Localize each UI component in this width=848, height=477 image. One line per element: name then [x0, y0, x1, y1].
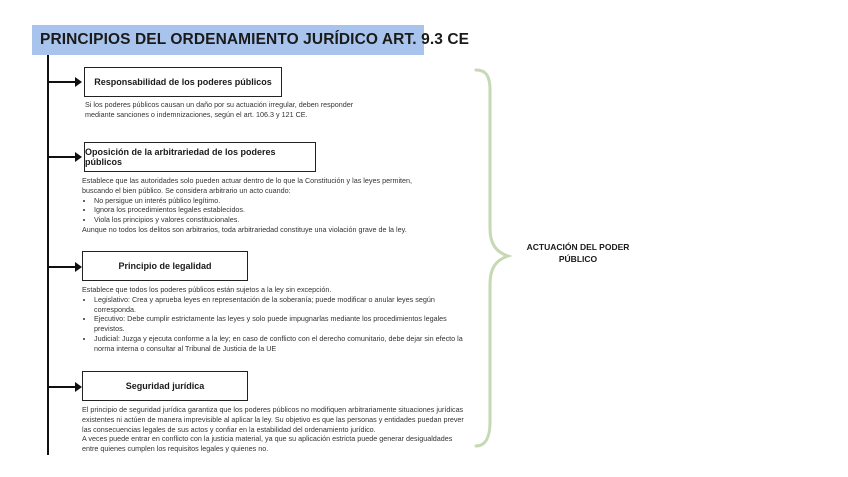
heading-arbitrariedad: Oposición de la arbitrariedad de los poderes públicos — [84, 142, 316, 172]
heading-legalidad: Principio de legalidad — [82, 251, 248, 281]
connector-arrow-4 — [49, 386, 76, 388]
list-item: • Ignora los procedimientos legales establecidos. — [94, 205, 427, 215]
text-responsabilidad — [85, 100, 375, 120]
paragraph: Si los poderes públicos causan un daño por su actuación irregular, deben responder mediante sanciones o indemnizaciones, según el art. 106.3 y 121 CE. — [85, 100, 354, 119]
tree-trunk-line — [47, 55, 49, 455]
paragraph: Establece que las autoridades solo pueden actuar dentro de lo que la Constitución y las leyes permiten, buscando el bien público. Se considera arbitrario un acto cuando: — [82, 176, 413, 195]
connector-arrow-2 — [49, 156, 76, 158]
list-item: • No persigue un interés público legítimo. — [94, 196, 427, 206]
page-title: PRINCIPIOS DEL ORDENAMIENTO JURÍDICO ART. 9.3 CE — [32, 25, 424, 55]
text-arbitrariedad — [82, 176, 427, 235]
list-item: • Legislativo: Crea y aprueba leyes en representación de la soberanía; puede modificar o anular leyes según corresponda. — [94, 295, 467, 315]
connector-arrow-1 — [49, 81, 76, 83]
list-item: • Judicial: Juzga y ejecuta conforme a la ley; en caso de conflicto con el derecho comunitario, debe dejar sin efecto la norma interna o consultar al Tribunal de Justicia de la UE — [94, 334, 467, 354]
list-item: • Ejecutivo: Debe cumplir estrictamente las leyes y solo puede impugnarlas mediante los procedimientos legales previstos. — [94, 314, 467, 334]
brace-path — [476, 70, 508, 446]
bullet-list — [82, 196, 427, 225]
curly-brace — [470, 66, 520, 450]
list-item: • Viola los principios y valores constitucionales. — [94, 215, 427, 225]
heading-seguridad: Seguridad jurídica — [82, 371, 248, 401]
paragraph: A veces puede entrar en conflicto con la justicia material, ya que su aplicación estricta puede generar desigualdades entre quienes cumplen los requisitos legales y quienes no. — [82, 434, 453, 454]
paragraph: Establece que todos los poderes públicos están sujetos a la ley sin excepción. — [82, 285, 332, 294]
paragraph: El principio de seguridad jurídica garantiza que los poderes públicos no modifiquen arbitrariamente situaciones jurídicas existentes ni actúen de manera imprevisible al aplicar la ley. Su objetivo es que las personas y entidades puedan prever las consecuencias legales de sus actos y confiar en la estabilidad del ordenamiento jurídico. — [82, 405, 464, 434]
connector-arrow-3 — [49, 266, 76, 268]
brace-label: ACTUACIÓN DEL PODER PÚBLICO — [526, 242, 630, 264]
heading-responsabilidad: Responsabilidad de los poderes públicos — [84, 67, 282, 97]
text-seguridad — [82, 405, 467, 454]
bullet-list — [82, 295, 467, 354]
text-legalidad — [82, 285, 467, 354]
paragraph: Aunque no todos los delitos son arbitrarios, toda arbitrariedad constituye una violación grave de la ley. — [82, 224, 407, 234]
